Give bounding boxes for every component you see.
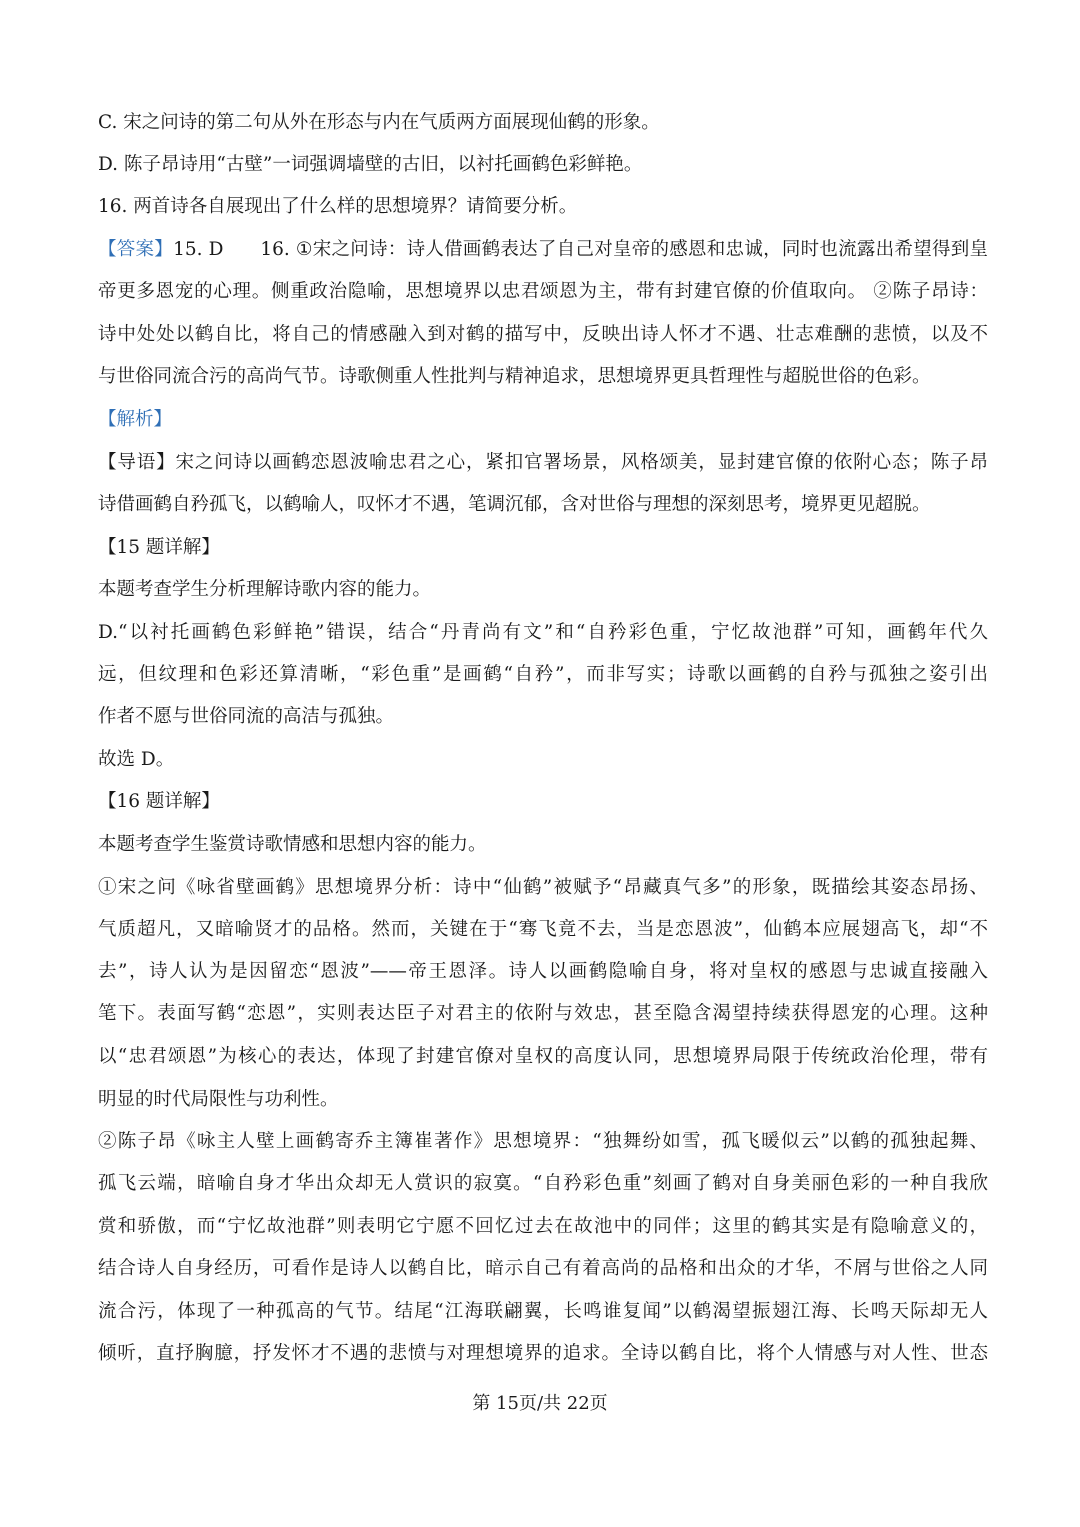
answer-line <box>98 238 988 262</box>
answer-line-3: 诗中处处以鹤自比，将自己的情感融入到对鹤的描写中，反映出诗人怀才不遇、壮志难酬的悲愤，以及不 <box>98 324 988 345</box>
section-15-line-3: 远，但纹理和色彩还算清晰，“彩色重”是画鹤“自矜”，而非写实；诗歌以画鹤的自矜与孤独之姿引出 <box>98 664 988 685</box>
section-16-line-7: 明显的时代局限性与功利性。 <box>98 1089 339 1110</box>
section-16-line-8: ②陈子昂《咏主人壁上画鹤寄乔主簿崔著作》思想境界：“独舞纷如雪，孤飞暖似云”以鹤的孤独起舞、 <box>98 1131 988 1152</box>
analysis-tag: 【解析】 <box>98 409 173 430</box>
section-16-line-9: 孤飞云端，暗喻自身才华出众却无人赏识的寂寞。“自矜彩色重”刻画了鹤对自身美丽色彩的一种自我欣 <box>98 1173 988 1194</box>
section-16-line-2: ①宋之问《咏省壁画鹤》思想境界分析：诗中“仙鹤”被赋予“昂藏真气多”的形象，既描绘其姿态昂扬、 <box>98 877 988 898</box>
section-15-choice: 故选 D。 <box>98 749 175 770</box>
section-15-heading: 【15 题详解】 <box>98 537 220 558</box>
section-16-line-1: 本题考查学生鉴赏诗歌情感和思想内容的能力。 <box>98 834 487 855</box>
question-16: 16. 两首诗各自展现出了什么样的思想境界？请简要分析。 <box>98 196 578 217</box>
answer-tag: 【答案】 <box>98 239 174 260</box>
answer-text: 15. D 16. ①宋之问诗：诗人借画鹤表达了自己对皇帝的感恩和忠诚，同时也流露出希望得到皇 <box>173 239 988 260</box>
answer-line-2: 帝更多恩宠的心理。侧重政治隐喻，思想境界以忠君颂恩为主，带有封建官僚的价值取向。 ②陈子昂诗： <box>98 281 988 302</box>
section-16-line-10: 赏和骄傲，而“宁忆故池群”则表明它宁愿不回忆过去在故池中的同伴；这里的鹤其实是有隐喻意义的， <box>98 1216 988 1237</box>
intro-line-1: 【导语】宋之问诗以画鹤恋恩波喻忠君之心，紧扣官署场景，风格颂美，显封建官僚的依附心态；陈子昂 <box>98 452 988 473</box>
section-16-line-3: 气质超凡，又暗喻贤才的品格。然而，关键在于“骞飞竟不去，当是恋恩波”，仙鹤本应展翅高飞，却“不 <box>98 919 988 940</box>
section-16-line-5: 笔下。表面写鹤“恋恩”，实则表达臣子对君主的依附与效忠，甚至隐含渴望持续获得恩宠的心理。这种 <box>98 1003 988 1024</box>
intro-line-2: 诗借画鹤自矜孤飞，以鹤喻人，叹怀才不遇，笔调沉郁，含对世俗与理想的深刻思考，境界更见超脱。 <box>98 494 931 515</box>
section-16-heading: 【16 题详解】 <box>98 791 220 812</box>
section-16-line-6: 以“忠君颂恩”为核心的表达，体现了封建官僚对皇权的高度认同，思想境界局限于传统政治伦理，带有 <box>98 1046 988 1067</box>
section-15-line-2: D.“以衬托画鹤色彩鲜艳”错误，结合“丹青尚有文”和“自矜彩色重，宁忆故池群”可知，画鹤年代久 <box>98 622 988 643</box>
option-d: D. 陈子昂诗用“古壁”一词强调墙壁的古旧，以衬托画鹤色彩鲜艳。 <box>98 154 643 175</box>
section-16-line-4: 去”，诗人认为是因留恋“恩波”——帝王恩泽。诗人以画鹤隐喻自身，将对皇权的感恩与忠诚直接融入 <box>98 961 988 982</box>
section-15-line-4: 作者不愿与世俗同流的高洁与孤独。 <box>98 706 395 727</box>
answer-line-4: 与世俗同流合污的高尚气节。诗歌侧重人性批判与精神追求，思想境界更具哲理性与超脱世俗的色彩。 <box>98 366 931 387</box>
section-16-line-12: 流合污，体现了一种孤高的气节。结尾“江海联翩翼，长鸣谁复闻”以鹤渴望振翅江海、长鸣天际却无人 <box>98 1301 988 1322</box>
section-15-line-1: 本题考查学生分析理解诗歌内容的能力。 <box>98 579 432 600</box>
page-footer: 第 15页/共 22页 <box>472 1393 608 1414</box>
option-c: C. 宋之问诗的第二句从外在形态与内在气质两方面展现仙鹤的形象。 <box>98 112 660 133</box>
section-16-line-11: 结合诗人自身经历，可看作是诗人以鹤自比，暗示自己有着高尚的品格和出众的才华，不屑与世俗之人同 <box>98 1258 988 1279</box>
section-16-line-13: 倾听，直抒胸臆，抒发怀才不遇的悲愤与对理想境界的追求。全诗以鹤自比，将个人情感与对人性、世态 <box>98 1343 988 1364</box>
